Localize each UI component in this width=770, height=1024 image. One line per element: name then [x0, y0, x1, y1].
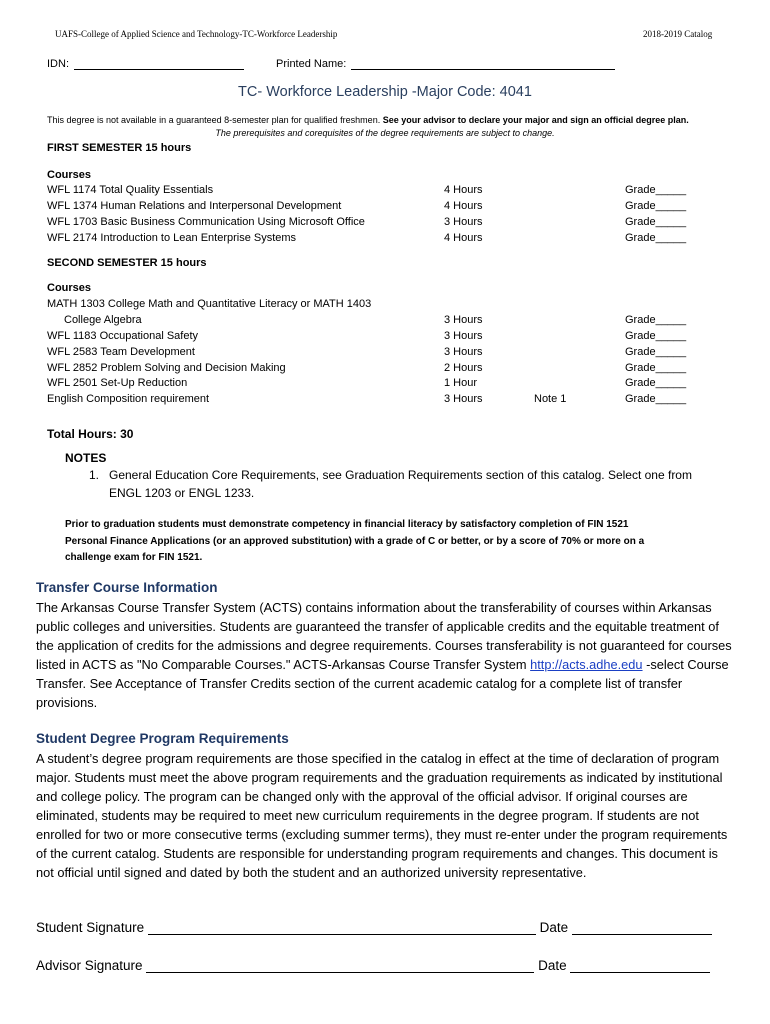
fin-requirement-line3: challenge exam for FIN 1521. — [65, 552, 203, 563]
course-name: College Algebra — [64, 314, 142, 326]
degree-req-paragraph: A student’s degree program requirements are those specified in the catalog in effect at the time of declaration of program major. Students must meet the above program requirements and the graduation requirements as indicated by institutional and college policy. The program can be changed only with the approval of the official advisor. If original courses are eliminated, students may be required to meet new curriculum requirements in the degree program. If students are not enrolled for two or more consecutive terms (excluding summer terms), they must re-enter under the program requirements of the current catalog. Students are responsible for understanding program requirements and changes. This document is not official until signed and dated by both the student and an authorized university representative. — [36, 751, 728, 880]
math-course-line — [47, 298, 727, 314]
course-hours: 1 Hour — [444, 377, 478, 389]
advisor-date-label: Date — [538, 958, 567, 973]
course-hours: 4 Hours — [444, 200, 483, 212]
student-date-label: Date — [539, 920, 569, 935]
note-item-1 — [89, 468, 692, 482]
advisor-signature-row — [36, 958, 710, 973]
grade-field[interactable]: Grade_____ — [625, 377, 687, 389]
course-row — [47, 377, 727, 393]
course-row — [47, 184, 727, 200]
disclaimer-bold: See your advisor to declare your major and sign an official degree plan. — [382, 115, 689, 125]
student-date-field[interactable] — [572, 920, 712, 935]
student-signature-label: Student Signature — [36, 920, 145, 935]
course-row — [47, 362, 727, 378]
acts-link[interactable]: http://acts.adhe.edu — [530, 657, 643, 672]
printed-name-field[interactable] — [351, 58, 615, 70]
course-row — [47, 346, 727, 362]
course-hours: 4 Hours — [444, 232, 483, 244]
name-row — [276, 58, 615, 70]
advisor-signature-label: Advisor Signature — [36, 958, 143, 973]
advisor-date-field[interactable] — [570, 958, 710, 973]
fin-requirement-line2: Personal Finance Applications (or an approved substitution) with a grade of C or better, or by a score of 70% or more on a — [65, 536, 645, 547]
grade-field[interactable]: Grade_____ — [625, 314, 687, 326]
course-name: MATH 1303 College Math and Quantitative Literacy or MATH 1403 — [47, 298, 372, 310]
grade-field[interactable]: Grade_____ — [625, 216, 687, 228]
grade-field[interactable]: Grade_____ — [625, 184, 687, 196]
course-row — [47, 314, 727, 330]
page-title: TC- Workforce Leadership -Major Code: 4041 — [238, 84, 532, 100]
second-semester-courses-label: Courses — [47, 282, 92, 294]
course-row — [47, 232, 727, 248]
first-semester-heading: FIRST SEMESTER 15 hours — [47, 142, 192, 154]
catalog-header-right: 2018-2019 Catalog — [643, 29, 713, 39]
course-hours: 3 Hours — [444, 346, 483, 358]
grade-field[interactable]: Grade_____ — [625, 330, 687, 342]
first-semester-courses-label: Courses — [47, 169, 92, 181]
transfer-paragraph — [36, 598, 736, 712]
course-name: WFL 2501 Set-Up Reduction — [47, 377, 188, 389]
id-row — [47, 58, 244, 70]
grade-field[interactable]: Grade_____ — [625, 393, 687, 405]
grade-field[interactable]: Grade_____ — [625, 346, 687, 358]
grade-field[interactable]: Grade_____ — [625, 200, 687, 212]
student-signature-field[interactable] — [148, 920, 536, 935]
course-name: WFL 2174 Introduction to Lean Enterprise Systems — [47, 232, 297, 244]
prereq-note: The prerequisites and corequisites of the degree requirements are subject to change. — [215, 128, 555, 138]
course-hours: 3 Hours — [444, 216, 483, 228]
disclaimer — [47, 115, 689, 125]
grade-field[interactable]: Grade_____ — [625, 232, 687, 244]
note-text-line2: ENGL 1203 or ENGL 1233. — [109, 486, 255, 500]
note-text-line1: General Education Core Requirements, see Graduation Requirements section of this catalog. Select one from — [109, 468, 692, 482]
second-semester-heading: SECOND SEMESTER 15 hours — [47, 257, 207, 269]
printed-name-label: Printed Name: — [276, 58, 347, 70]
course-name: WFL 2852 Problem Solving and Decision Making — [47, 362, 286, 374]
course-hours: 3 Hours — [444, 393, 483, 405]
course-name: WFL 2583 Team Development — [47, 346, 195, 358]
course-hours: 2 Hours — [444, 362, 483, 374]
course-name: WFL 1703 Basic Business Communication Using Microsoft Office — [47, 216, 365, 228]
course-name: WFL 1374 Human Relations and Interpersonal Development — [47, 200, 342, 212]
disclaimer-text: This degree is not available in a guaranteed 8-semester plan for qualified freshmen. — [47, 115, 383, 125]
notes-heading: NOTES — [65, 451, 107, 465]
id-label: IDN: — [47, 58, 69, 70]
course-name: English Composition requirement — [47, 393, 210, 405]
course-name: WFL 1174 Total Quality Essentials — [47, 184, 214, 196]
course-row — [47, 330, 727, 346]
total-hours: Total Hours: 30 — [47, 427, 134, 441]
advisor-signature-field[interactable] — [146, 958, 534, 973]
course-row — [47, 393, 727, 409]
id-field[interactable] — [74, 58, 244, 70]
course-note: Note 1 — [534, 393, 567, 405]
course-row — [47, 216, 727, 232]
transfer-heading: Transfer Course Information — [36, 580, 218, 595]
note-number: 1. — [89, 468, 100, 482]
grade-field[interactable]: Grade_____ — [625, 362, 687, 374]
course-row — [47, 200, 727, 216]
transfer-text: The Arkansas Course Transfer System (ACTS) contains information about the transferability of courses within Arkansas public colleges and universities. Students are guaranteed the transfer of applicable credits and the equitable treatment of the application of credits for the admissions and degree requirements. Courses transferability is not guaranteed for courses listed in ACTS as "No Comparable Courses." ACTS-Arkansas Course Transfer System — [36, 600, 732, 672]
catalog-header-left: UAFS-College of Applied Science and Technology-TC-Workforce Leadership — [55, 29, 338, 39]
course-hours: 3 Hours — [444, 314, 483, 326]
fin-requirement-line1: Prior to graduation students must demonstrate competency in financial literacy by satisfactory completion of FIN 1521 — [65, 519, 629, 530]
course-name: WFL 1183 Occupational Safety — [47, 330, 199, 342]
transfer-text-end: -select Course Transfer. See Acceptance of Transfer Credits section of the current academic catalog for a complete list of transfer provisions. — [36, 657, 729, 710]
student-signature-row — [36, 920, 712, 935]
course-hours: 4 Hours — [444, 184, 483, 196]
degree-req-heading: Student Degree Program Requirements — [36, 731, 289, 746]
course-hours: 3 Hours — [444, 330, 483, 342]
